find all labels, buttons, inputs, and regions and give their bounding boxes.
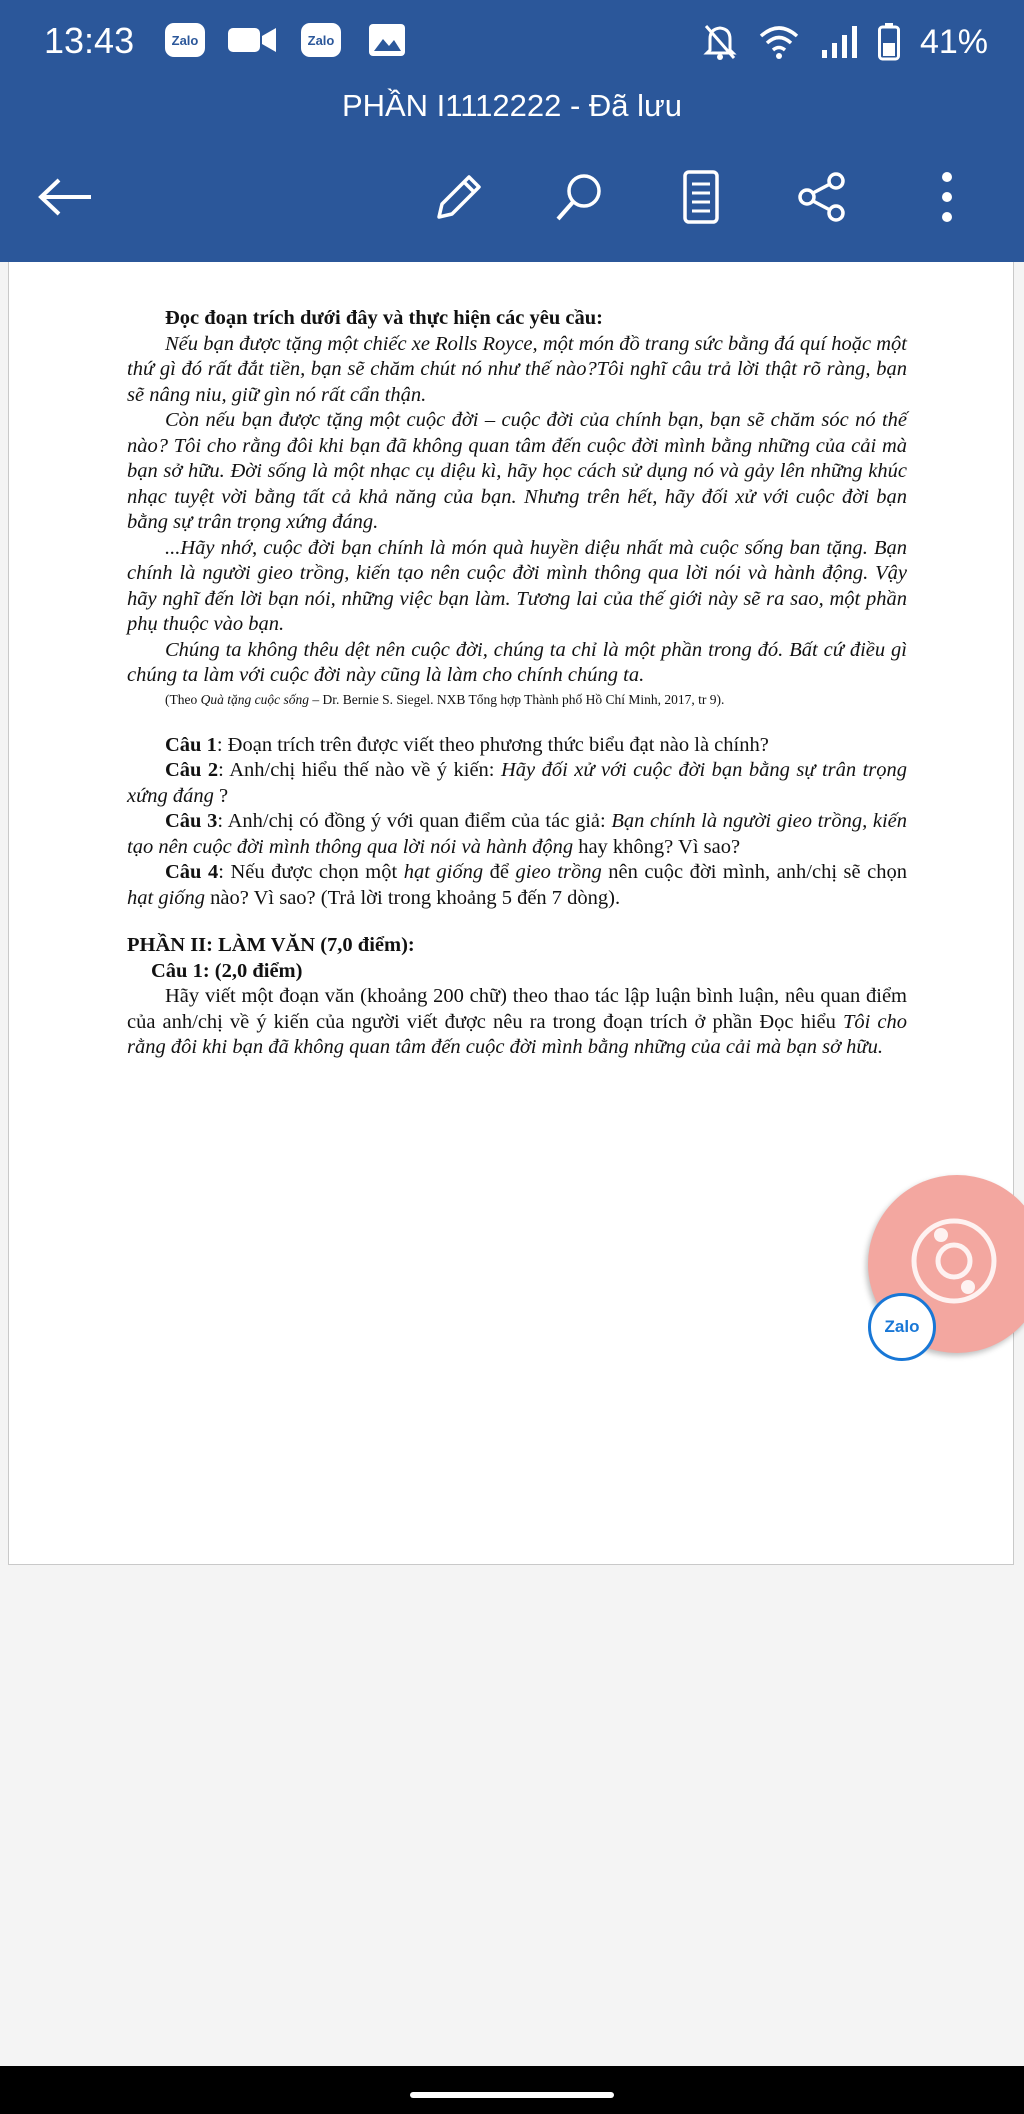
passage-paragraph: ...Hãy nhớ, cuộc đời bạn chính là món quà huyền diệu nhất mà cuộc sống ban tặng. Bạn chính là người gieo trồng, kiến tạo nên cuộc đời mình thông qua lời nói và hành động. Vậy hãy nghĩ đến lời bạn nói, những việc bạn làm. Tương lai của thế giới này sẽ ra sao, một phần phụ thuộc vào bạn. (127, 536, 907, 635)
video-camera-icon (226, 20, 278, 60)
zalo-icon: Zalo (301, 20, 341, 60)
status-bar (0, 0, 1024, 86)
question-3: Câu 3: Anh/chị có đồng ý với quan điểm của tác giả: Bạn chính là người gieo trồng, kiến tạo nên cuộc đời mình thông qua lời nói và hành động hay không? Vì sao? (127, 810, 907, 858)
question-2: Câu 2: Anh/chị hiểu thế nào về ý kiến: Hãy đối xử với cuộc đời bạn bằng sự trân trọng xứng đáng ? (127, 759, 907, 807)
passage-paragraph: Còn nếu bạn được tặng một cuộc đời – cuộc đời của chính bạn, bạn sẽ chăm sóc nó thế nào? Tôi cho rằng đôi khi bạn đã không quan tâm đến cuộc đời mình bằng những của cải mà bạn sở hữu. Đời sống là một nhạc cụ diệu kì, hãy học cách sử dụng nó và gảy lên những khúc nhạc tuyệt vời bằng tất cả khả năng của bạn. Nhưng trên hết, hãy đối xử với cuộc đời bạn bằng sự trân trọng xứng đáng. (127, 409, 907, 533)
battery-icon (878, 23, 900, 61)
question-4: Câu 4: Nếu được chọn một hạt giống để gieo trồng nên cuộc đời mình, anh/chị sẽ chọn hạt giống nào? Vì sao? (Trả lời trong khoảng 5 đến 7 dòng). (127, 861, 907, 909)
back-arrow-icon (37, 177, 93, 217)
read-mode-icon (679, 169, 723, 225)
share-icon (794, 169, 850, 225)
system-nav-bar (0, 2066, 1024, 2114)
back-button[interactable] (30, 162, 100, 232)
zalo-badge: Zalo (868, 1293, 936, 1361)
image-icon (368, 20, 406, 60)
read-mode-button[interactable] (666, 162, 736, 232)
intro-heading: Đọc đoạn trích dưới đây và thực hiện các yêu cầu: (165, 307, 603, 329)
document-page[interactable] (8, 262, 1014, 1565)
more-vert-icon (937, 169, 957, 225)
share-button[interactable] (787, 162, 857, 232)
document-title: PHẦN I1112222 - Đã lưu (341, 88, 683, 123)
status-time: 13:43 (44, 20, 135, 61)
source-citation: (Theo Quà tặng cuộc sống – Dr. Bernie S. Siegel. NXB Tổng hợp Thành phố Hồ Chí Minh, 2017, tr 9). (165, 691, 725, 707)
passage-paragraph: Chúng ta không thêu dệt nên cuộc đời, chúng ta chỉ là một phần trong đó. Bất cứ điều gì chúng ta làm với cuộc đời này cũng là làm cho chính chúng ta. (127, 638, 907, 686)
search-button[interactable] (545, 162, 615, 232)
question-1: Câu 1: Đoạn trích trên được viết theo phương thức biểu đạt nào là chính? (165, 733, 769, 756)
battery-percent: 41% (919, 22, 988, 61)
signal-icon (820, 24, 858, 60)
zalo-icon: Zalo (165, 20, 205, 60)
passage-paragraph: Nếu bạn được tặng một chiếc xe Rolls Royce, một món đồ trang sức bằng đá quí hoặc một thứ gì đó rất đắt tiền, bạn sẽ chăm chút nó như thế nào?Tôi nghĩ câu trả lời thật rõ ràng, bạn sẽ nâng niu, giữ gìn nó rất cẩn thận. (127, 332, 907, 406)
part2-subheading: Câu 1: (2,0 điểm) (151, 959, 303, 982)
edit-button[interactable] (424, 162, 494, 232)
search-icon (552, 169, 608, 225)
mute-bell-icon (702, 22, 738, 62)
pencil-icon (431, 169, 487, 225)
app-header (0, 0, 1024, 262)
wifi-icon (758, 24, 800, 60)
part2-body: Hãy viết một đoạn văn (khoảng 200 chữ) theo thao tác lập luận bình luận, nêu quan điểm của anh/chị về ý kiến của người viết được nêu ra trong đoạn trích ở phần Đọc hiểu Tôi cho rằng đôi khi bạn đã không quan tâm đến cuộc đời mình bằng những của cải mà bạn sở hữu. (127, 985, 907, 1058)
part2-heading: PHẦN II: LÀM VĂN (7,0 điểm): (127, 934, 415, 956)
home-indicator[interactable] (410, 2092, 614, 2098)
document-content (127, 306, 907, 1061)
more-button[interactable] (912, 162, 982, 232)
